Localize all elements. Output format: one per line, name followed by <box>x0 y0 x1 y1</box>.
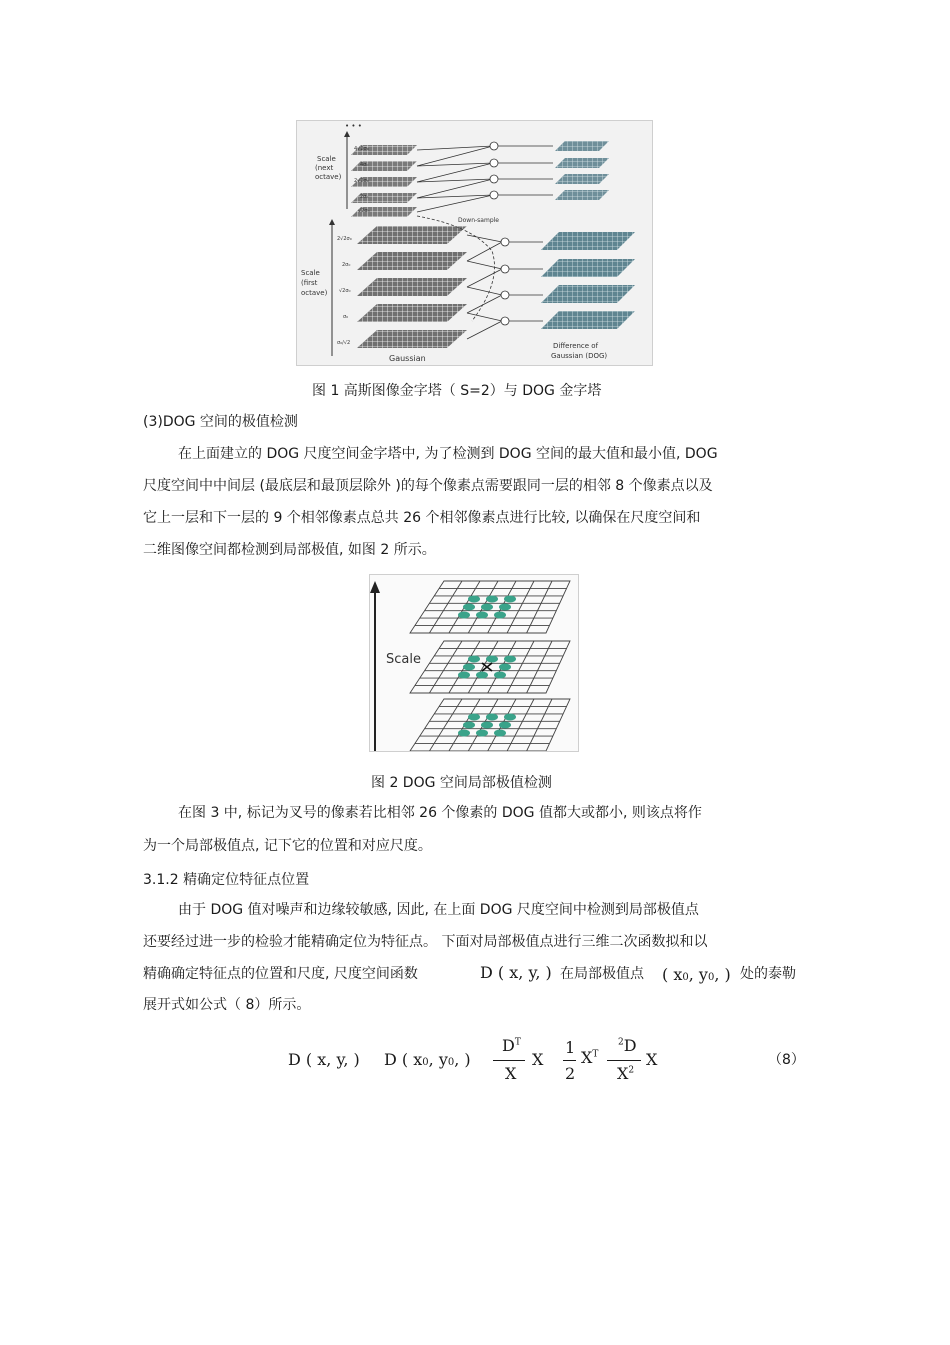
sigma-next-4: √2σ₀ <box>358 208 370 214</box>
eq-frac1-numerator: $D^T$ <box>502 1036 521 1055</box>
eq-xT: $X^T$ <box>581 1048 599 1067</box>
ellipsis-label: • • • <box>345 122 362 130</box>
eq-frac2-line <box>607 1060 641 1061</box>
eq-half-num: 1 <box>565 1038 576 1057</box>
figure-1-caption: 图 1 高斯图像金字塔（ S=2）与 DOG 金字塔 <box>312 383 602 399</box>
para3-line1: 由于 DOG 值对噪声和边缘较敏感, 因此, 在上面 DOG 尺度空间中检测到局部极值点 <box>178 902 699 918</box>
gaussian-label: Gaussian <box>389 354 426 363</box>
figure-1-dog-pyramid <box>296 120 653 366</box>
eq-x2: X <box>646 1050 658 1069</box>
inline-scale-function: D ( x, y, ) <box>480 963 552 982</box>
scale-first-label: Scale (first octave) <box>301 269 328 297</box>
eq-term-point: D ( x0, y0, ) <box>384 1050 471 1069</box>
equation-8 <box>280 1030 820 1090</box>
para3-line2: 还要经过进一步的检验才能精确定位为特征点。 下面对局部极值点进行三维二次函数拟和以 <box>143 934 708 950</box>
sigma-next-1: 4σ₀ <box>360 162 369 168</box>
sigma-next-3: 2σ₀ <box>360 194 369 200</box>
section-heading-extrema: (3)DOG 空间的极值检测 <box>143 414 298 430</box>
sigma-first-1: 2σ₀ <box>342 262 351 268</box>
dog-label: Difference of Gaussian (DOG) <box>551 342 608 360</box>
para1-line1: 在上面建立的 DOG 尺度空间金字塔中, 为了检测到 DOG 空间的最大值和最小值, DOG <box>178 446 718 462</box>
para1-line4: 二维图像空间都检测到局部极值, 如图 2 所示。 <box>143 542 436 558</box>
eq-frac1-denominator: X <box>505 1064 517 1083</box>
section-heading-localization: 3.1.2 精确定位特征点位置 <box>143 872 310 888</box>
para3-line3-text: 精确确定特征点的位置和尺度, 尺度空间函数 <box>143 966 418 982</box>
downsample-label: Down-sample <box>458 217 499 224</box>
para1-line2: 尺度空间中中间层 (最底层和最顶层除外 )的每个像素点需要跟同一层的相邻 8 个像素点以及 <box>143 478 713 494</box>
para1-line3: 它上一层和下一层的 9 个相邻像素点总共 26 个相邻像素点进行比较, 以确保在尺度空间和 <box>143 510 701 526</box>
para3-line3-end: 处的泰勒 <box>740 966 796 982</box>
sigma-next-0: 4√2σ₀ <box>354 146 369 152</box>
sigma-first-0: 2√2σ₀ <box>337 236 352 242</box>
eq-half-line <box>563 1060 576 1061</box>
para2-line1: 在图 3 中, 标记为叉号的像素若比相邻 26 个像素的 DOG 值都大或都小, 则该点将作 <box>178 805 702 821</box>
para3-line4: 展开式如公式（ 8）所示。 <box>143 997 311 1013</box>
eq-frac2-numerator: $^2$D <box>618 1036 637 1055</box>
sigma-first-2: √2σ₀ <box>339 288 351 294</box>
sigma-first-3: σ₀ <box>343 314 349 320</box>
scale-next-label: Scale (next octave) <box>315 155 342 181</box>
pyramid-diagram <box>297 121 652 365</box>
eq-x1: X <box>532 1050 544 1069</box>
eq-frac2-denominator: $X^2$ <box>617 1064 635 1083</box>
sigma-first-4: σ₀/√2 <box>337 340 351 346</box>
extrema-grid-diagram <box>370 575 578 751</box>
scale-label: Scale <box>386 652 421 667</box>
para2-line2: 为一个局部极值点, 记下它的位置和对应尺度。 <box>143 838 432 854</box>
inline-extremum-point: ( x0, y0, ) <box>662 965 731 984</box>
sigma-next-2: 2√2σ₀ <box>354 178 369 184</box>
eq-frac1-line <box>493 1060 525 1061</box>
para3-line3-mid: 在局部极值点 <box>560 966 644 982</box>
eq-number: （8） <box>768 1052 805 1068</box>
figure-2-extrema-detection <box>369 574 579 752</box>
eq-half-den: 2 <box>565 1064 576 1083</box>
figure-2-caption: 图 2 DOG 空间局部极值检测 <box>371 775 552 791</box>
eq-lhs: D ( x, y, ) <box>288 1050 360 1069</box>
